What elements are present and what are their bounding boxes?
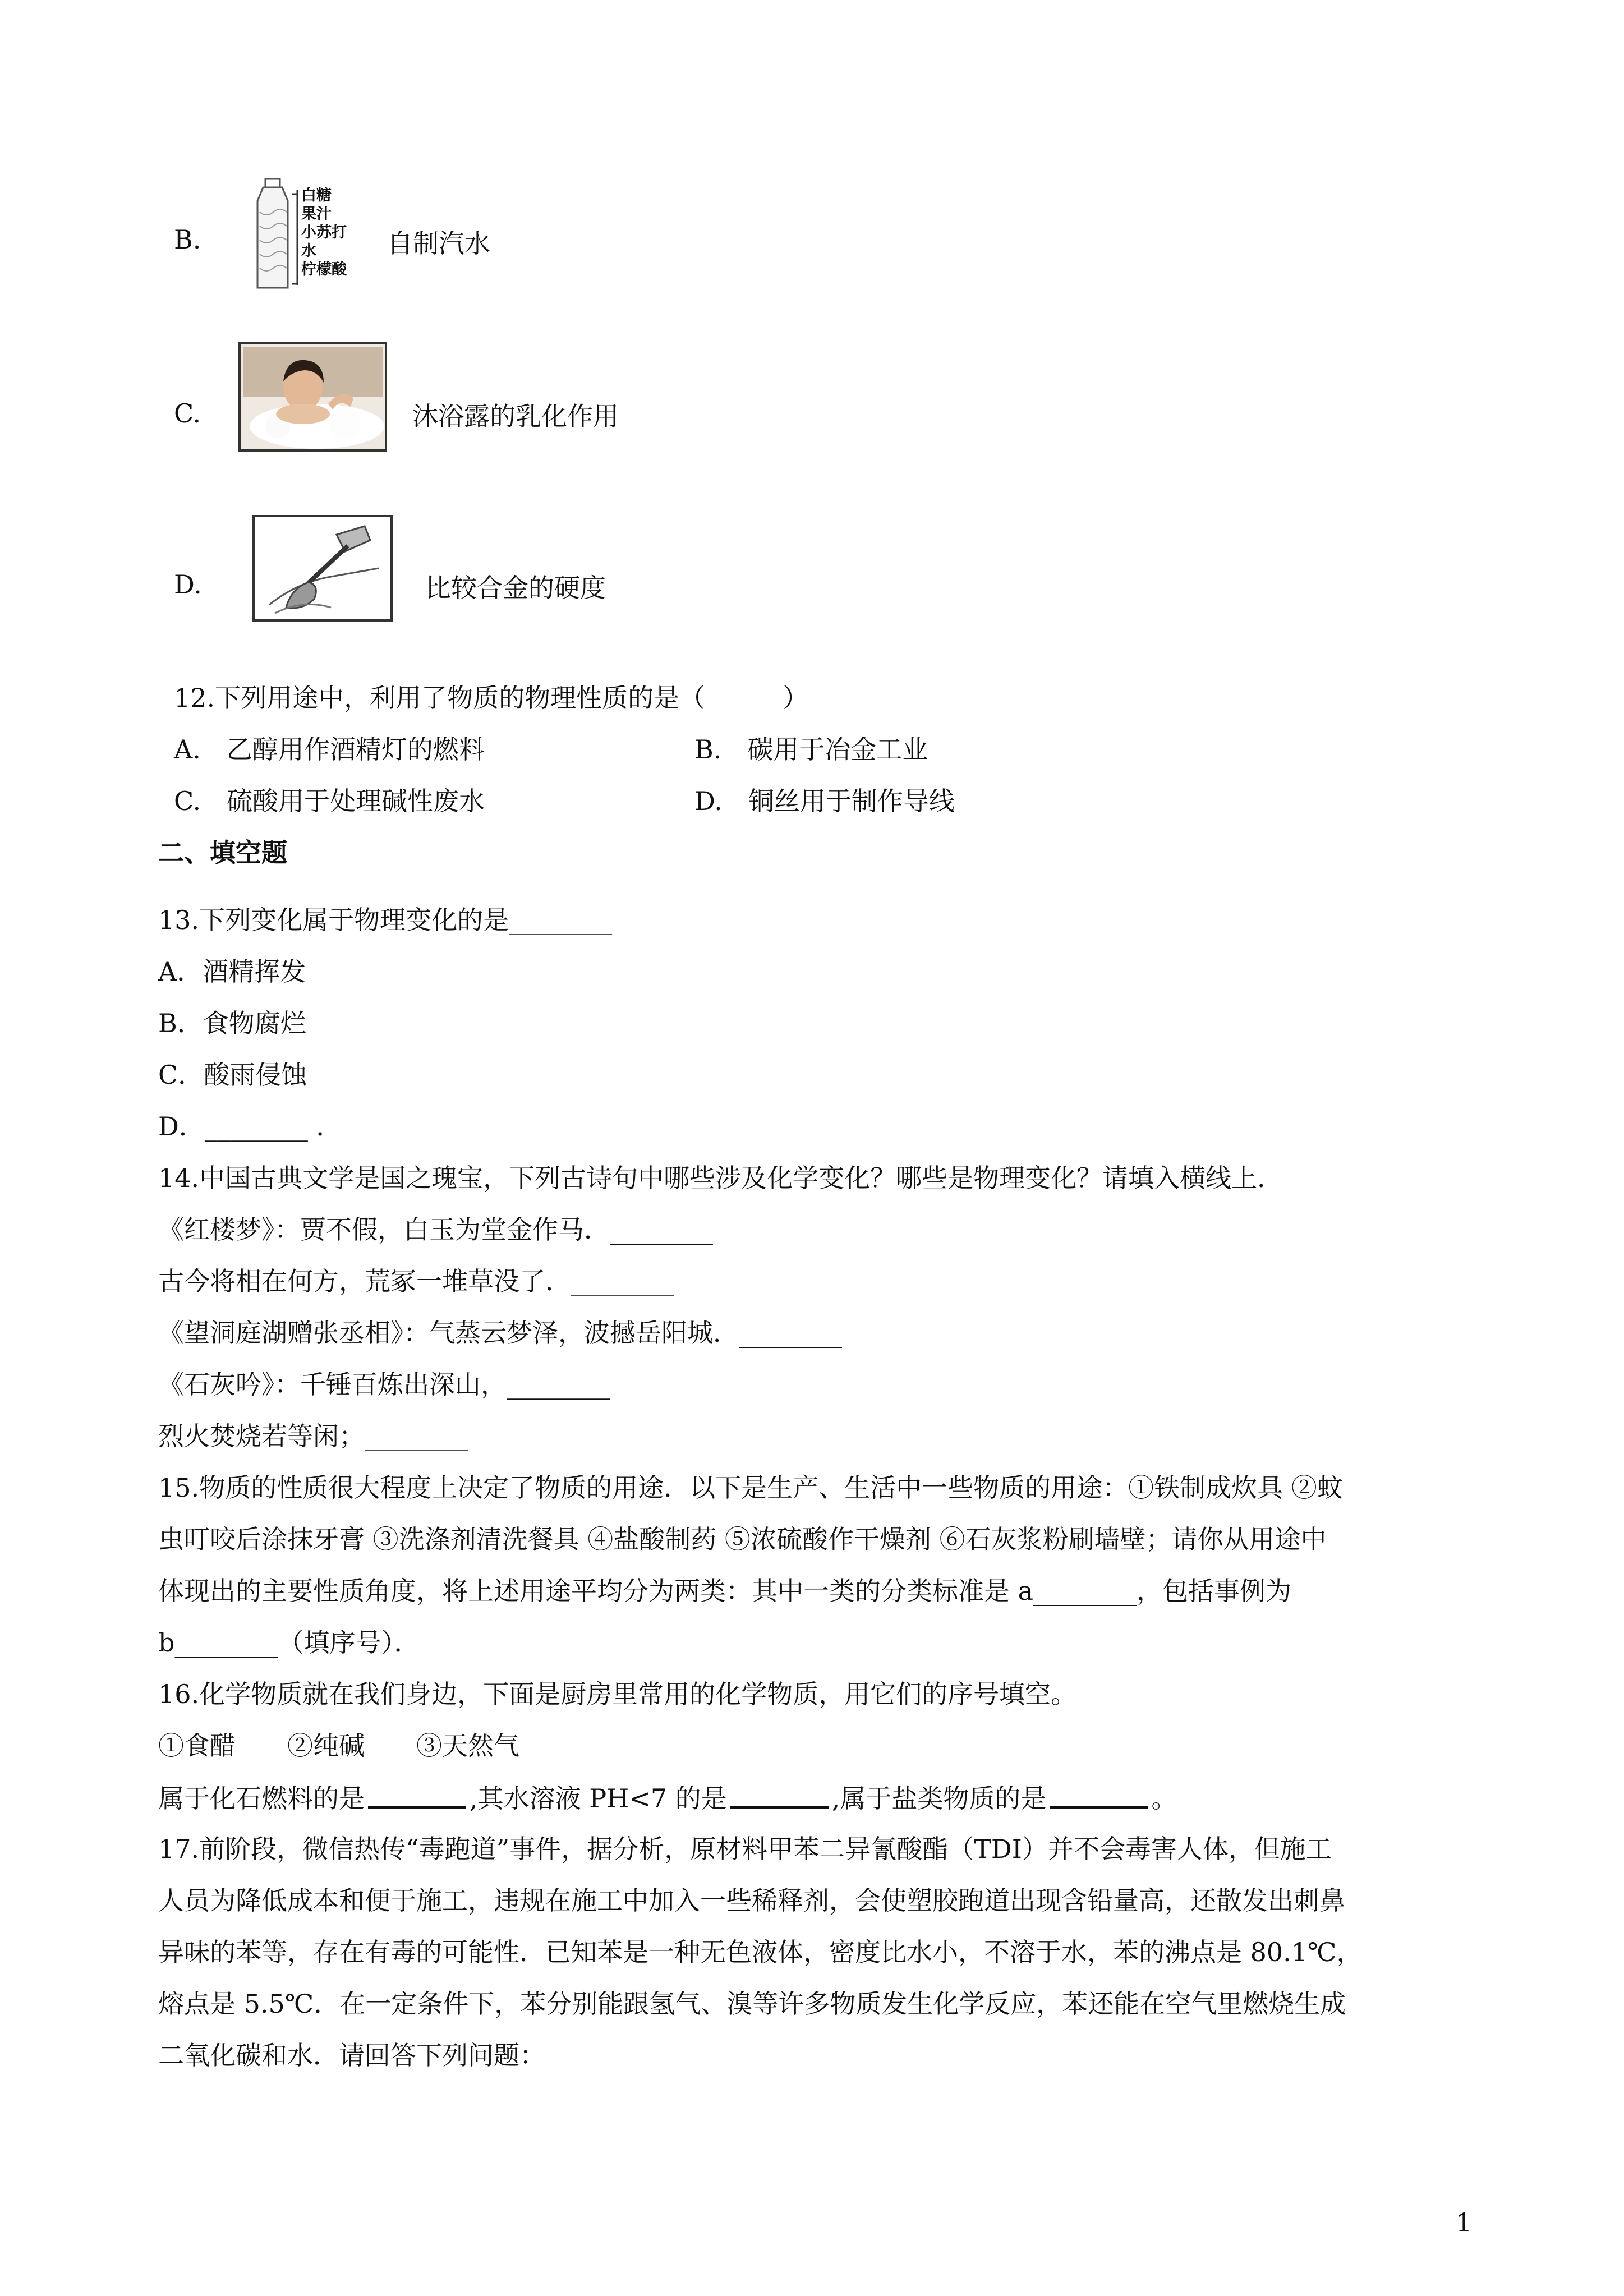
q15-line-3: 体现出的主要性质角度，将上述用途平均分为两类：其中一类的分类标准是 a________，包括事例为 — [158, 1576, 1292, 1606]
q16-part-3: ,属于盐类物质的是 — [831, 1783, 1047, 1814]
q17-line-5: 二氧化碳和水．请回答下列问题： — [158, 2040, 545, 2070]
q13-option-d: D．________ ． — [158, 1111, 342, 1142]
q15-line-1: 15.物质的性质很大程度上决定了物质的用途．以下是生产、生活中一些物质的用途：①铁制成炊具 ②蚊 — [158, 1473, 1343, 1503]
bottle-label-1: 白糖 — [301, 187, 332, 204]
q15-line-4: b________（填序号）． — [158, 1627, 420, 1658]
bottle-image — [255, 178, 376, 291]
q16-part-4: 。 — [1151, 1783, 1177, 1814]
q16-part-2: ,其水溶液 PH<7 的是 — [470, 1783, 727, 1814]
option-d-letter: D. — [174, 569, 202, 600]
page-number: 1 — [1456, 2207, 1473, 2238]
answer-blank-2[interactable] — [730, 1780, 829, 1809]
section-heading: 二、填空题 — [158, 838, 287, 868]
q16-question-line — [158, 1780, 1177, 1815]
q12-option-b: B. 碳用于冶金工业 — [694, 734, 928, 765]
alloy-hardness-image — [252, 515, 393, 622]
option-c-letter: C. — [174, 398, 201, 429]
q15-line-2: 虫叮咬后涂抹牙膏 ③洗涤剂清洗餐具 ④盐酸制药 ⑤浓硫酸作干燥剂 ⑥石灰浆粉刷墙壁；请你从用途中 — [158, 1524, 1327, 1554]
q14-line-1: 《红楼梦》：贾不假，白玉为堂金作马．________ — [158, 1214, 713, 1245]
bottle-label-4: 水 — [301, 242, 316, 260]
answer-blank-3[interactable] — [1050, 1780, 1148, 1809]
q17-line-1: 17.前阶段，微信热传“毒跑道”事件，据分析，原材料甲苯二异氰酸酯（TDI）并不会毒害人体，但施工 — [158, 1834, 1332, 1864]
option-b-caption: 自制汽水 — [387, 228, 490, 259]
option-b-letter: B. — [174, 224, 201, 255]
q12-option-c: C. 硫酸用于处理碱性废水 — [174, 786, 485, 816]
q12-option-a: A. 乙醇用作酒精灯的燃料 — [174, 734, 485, 765]
bath-photo-image — [238, 342, 387, 452]
bottle-label-2: 果汁 — [301, 205, 332, 223]
q17-line-2: 人员为降低成本和便于施工，违规在施工中加入一些稀释剂，会使塑胶跑道出现含铅量高，还散发出刺鼻 — [158, 1885, 1345, 1916]
q14-line-4: 《石灰吟》：千锤百炼出深山，________ — [158, 1369, 610, 1400]
q16-part-1: 属于化石燃料的是 — [158, 1783, 365, 1814]
q12-option-d: D. 铜丝用于制作导线 — [694, 786, 955, 816]
q17-line-4: 熔点是 5.5℃．在一定条件下，苯分别能跟氢气、溴等许多物质发生化学反应，苯还能在空气里燃烧生成 — [158, 1989, 1346, 2019]
q16-items: ①食醋 ②纯碱 ③天然气 — [158, 1731, 519, 1761]
q13-stem: 13.下列变化属于物理变化的是________ — [158, 905, 613, 935]
q14-line-2: 古今将相在何方，荒冢一堆草没了．________ — [158, 1266, 674, 1296]
q13-option-b: B．食物腐烂 — [158, 1008, 306, 1038]
q13-option-a: A．酒精挥发 — [158, 956, 306, 987]
q14-line-5: 烈火焚烧若等闲；________ — [158, 1421, 468, 1451]
answer-blank-1[interactable] — [368, 1780, 466, 1809]
q13-option-c: C．酸雨侵蚀 — [158, 1060, 307, 1090]
q14-stem: 14.中国古典文学是国之瑰宝，下列古诗句中哪些涉及化学变化？哪些是物理变化？请填入横线上． — [158, 1163, 1283, 1193]
option-c-caption: 沐浴露的乳化作用 — [412, 401, 619, 431]
option-d-caption: 比较合金的硬度 — [425, 573, 606, 603]
q17-line-3: 异味的苯等，存在有毒的可能性．已知苯是一种无色液体，密度比水小，不溶于水，苯的沸点是 80.1℃， — [158, 1937, 1363, 1967]
q12-stem: 12.下列用途中，利用了物质的物理性质的是（ ） — [174, 683, 809, 713]
bottle-label-5: 柠檬酸 — [301, 261, 347, 278]
bottle-label-3: 小苏打 — [301, 224, 347, 241]
q16-stem: 16.化学物质就在我们身边，下面是厨房里常用的化学物质，用它们的序号填空。 — [158, 1679, 1077, 1709]
q14-line-3: 《望洞庭湖赠张丞相》：气蒸云梦泽，波撼岳阳城．________ — [158, 1318, 842, 1348]
